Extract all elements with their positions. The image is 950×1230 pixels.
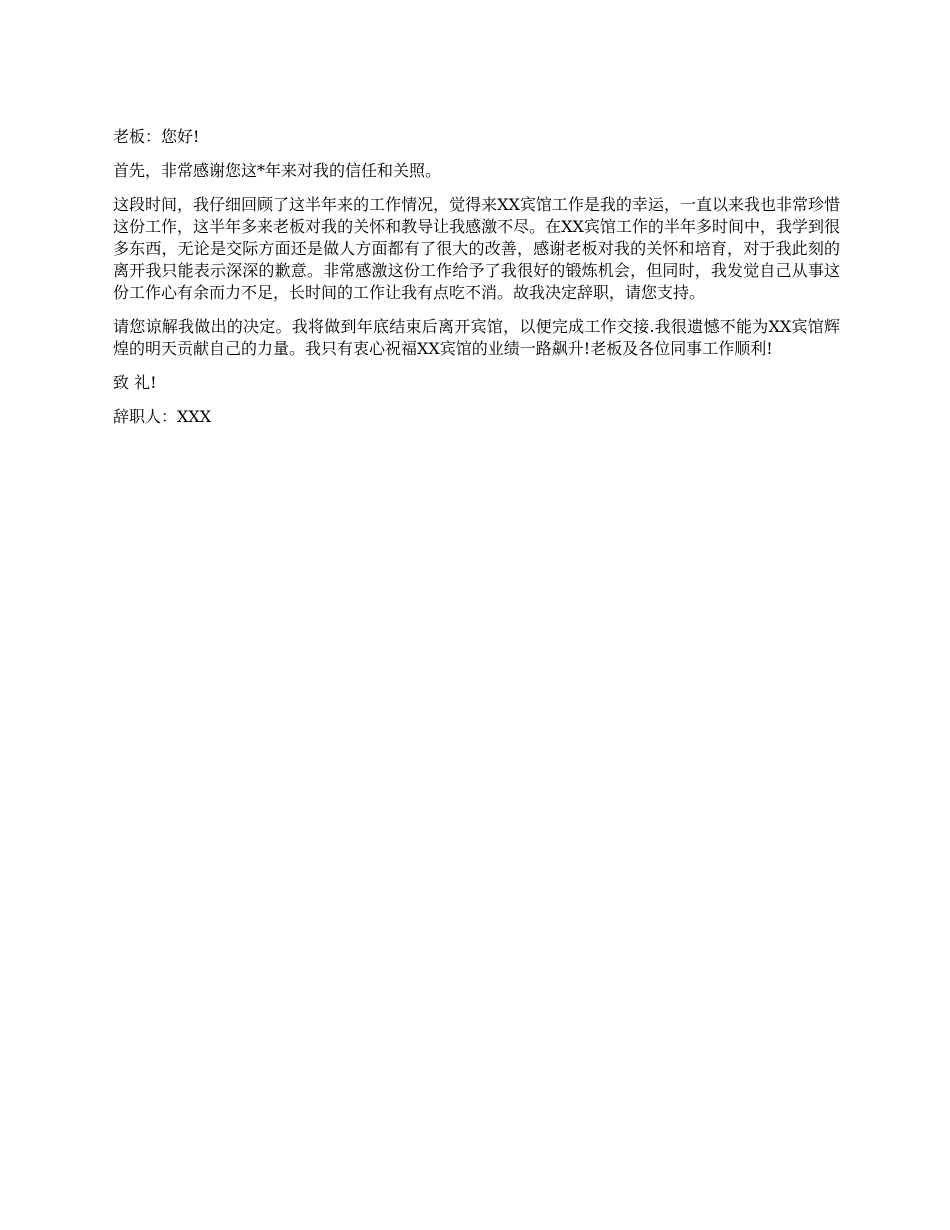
- closing: 致 礼!: [113, 373, 157, 392]
- signature: 辞职人：XXX: [113, 407, 212, 426]
- paragraph-review: 这段时间，我仔细回顾了这半年来的工作情况，觉得来XX宾馆工作是我的幸运，一直以来我也非常珍惜这份工作，这半年多来老板对我的关怀和教导让我感激不尽。在XX宾馆工作的半年多时间中，我学到很多东西，无论是交际方面还是做人方面都有了很大的改善，感谢老板对我的关怀和培育，对于我此刻的离开我只能表示深深的歉意。非常感激这份工作给予了我很好的锻炼机会，但同时，我发觉自己从事这份工作心有余而力不足，长时间的工作让我有点吃不消。故我决定辞职，请您支持。: [113, 195, 840, 302]
- letter-body: [113, 126, 840, 440]
- salutation: 老板：您好!: [113, 127, 200, 146]
- paragraph-decision: 请您谅解我做出的决定。我将做到年底结束后离开宾馆，以便完成工作交接.我很遗憾不能为XX宾馆辉煌的明天贡献自己的力量。我只有衷心祝福XX宾馆的业绩一路飙升!老板及各位同事工作顺利!: [113, 317, 840, 358]
- paragraph-thanks: 首先，非常感谢您这*年来对我的信任和关照。: [113, 161, 442, 180]
